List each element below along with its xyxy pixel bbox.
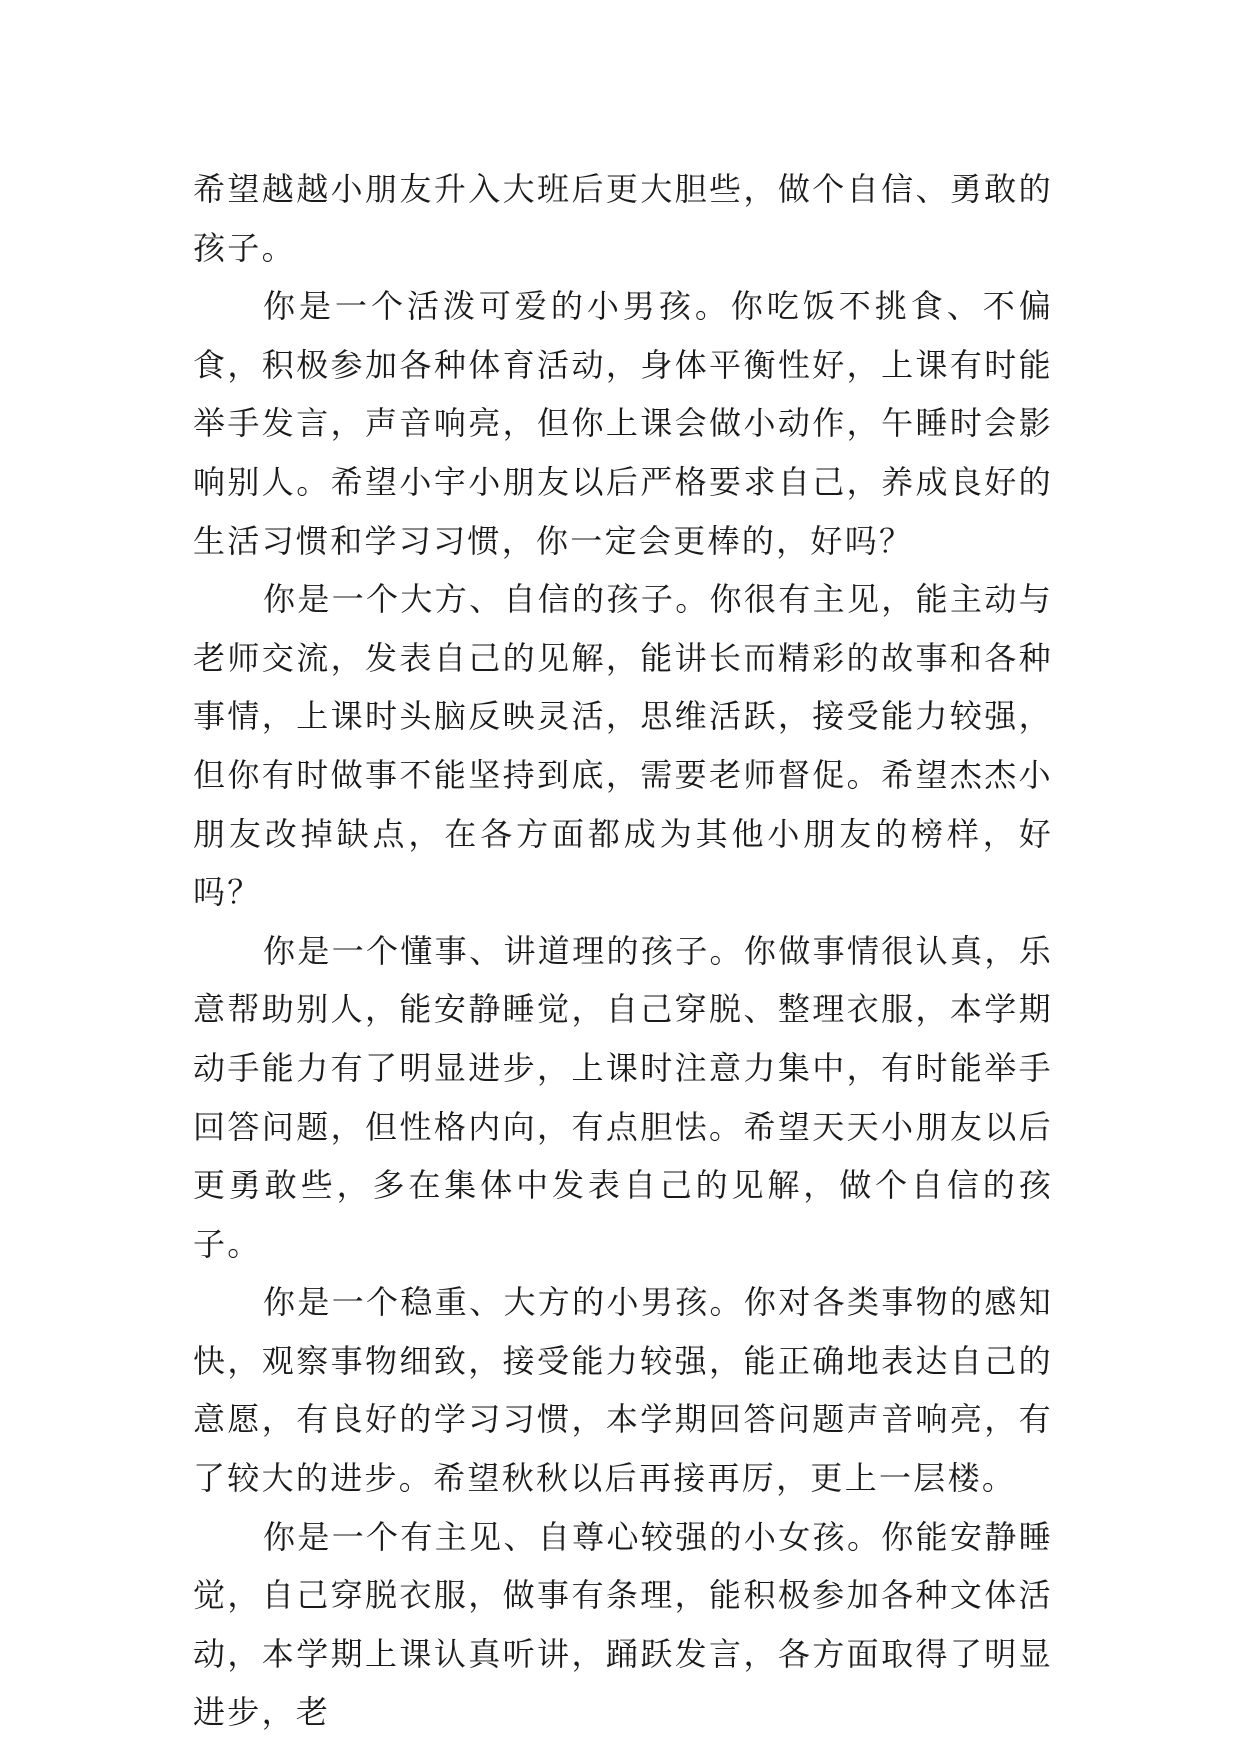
paragraph-6: 你是一个有主见、自尊心较强的小女孩。你能安静睡觉，自己穿脱衣服，做事有条理，能积极参加各种文体活动，本学期上课认真听讲，踊跃发言，各方面取得了明显进步，老 <box>193 1517 1053 1732</box>
paragraph-2: 你是一个活泼可爱的小男孩。你吃饭不挑食、不偏食，积极参加各种体育活动，身体平衡性好，上课有时能举手发言，声音响亮，但你上课会做小动作，午睡时会影响别人。希望小宇小朋友以后严格要求自己，养成良好的生活习惯和学习习惯，你一定会更棒的，好吗？ <box>193 287 1053 560</box>
paragraph-1: 希望越越小朋友升入大班后更大胆些，做个自信、勇敢的孩子。 <box>193 170 1053 267</box>
paragraph-4: 你是一个懂事、讲道理的孩子。你做事情很认真，乐意帮助别人，能安静睡觉，自己穿脱、整理衣服，本学期动手能力有了明显进步，上课时注意力集中，有时能举手回答问题，但性格内向，有点胆怯。希望天天小朋友以后更勇敢些，多在集体中发表自己的见解，做个自信的孩子。 <box>193 931 1053 1263</box>
paragraph-5: 你是一个稳重、大方的小男孩。你对各类事物的感知快，观察事物细致，接受能力较强，能正确地表达自己的意愿，有良好的学习习惯，本学期回答问题声音响亮，有了较大的进步。希望秋秋以后再接再厉，更上一层楼。 <box>193 1283 1053 1498</box>
paragraph-3: 你是一个大方、自信的孩子。你很有主见，能主动与老师交流，发表自己的见解，能讲长而精彩的故事和各种事情，上课时头脑反映灵活，思维活跃，接受能力较强，但你有时做事不能坚持到底，需要老师督促。希望杰杰小朋友改掉缺点，在各方面都成为其他小朋友的榜样，好吗？ <box>193 580 1053 912</box>
document-body <box>193 160 1053 1742</box>
